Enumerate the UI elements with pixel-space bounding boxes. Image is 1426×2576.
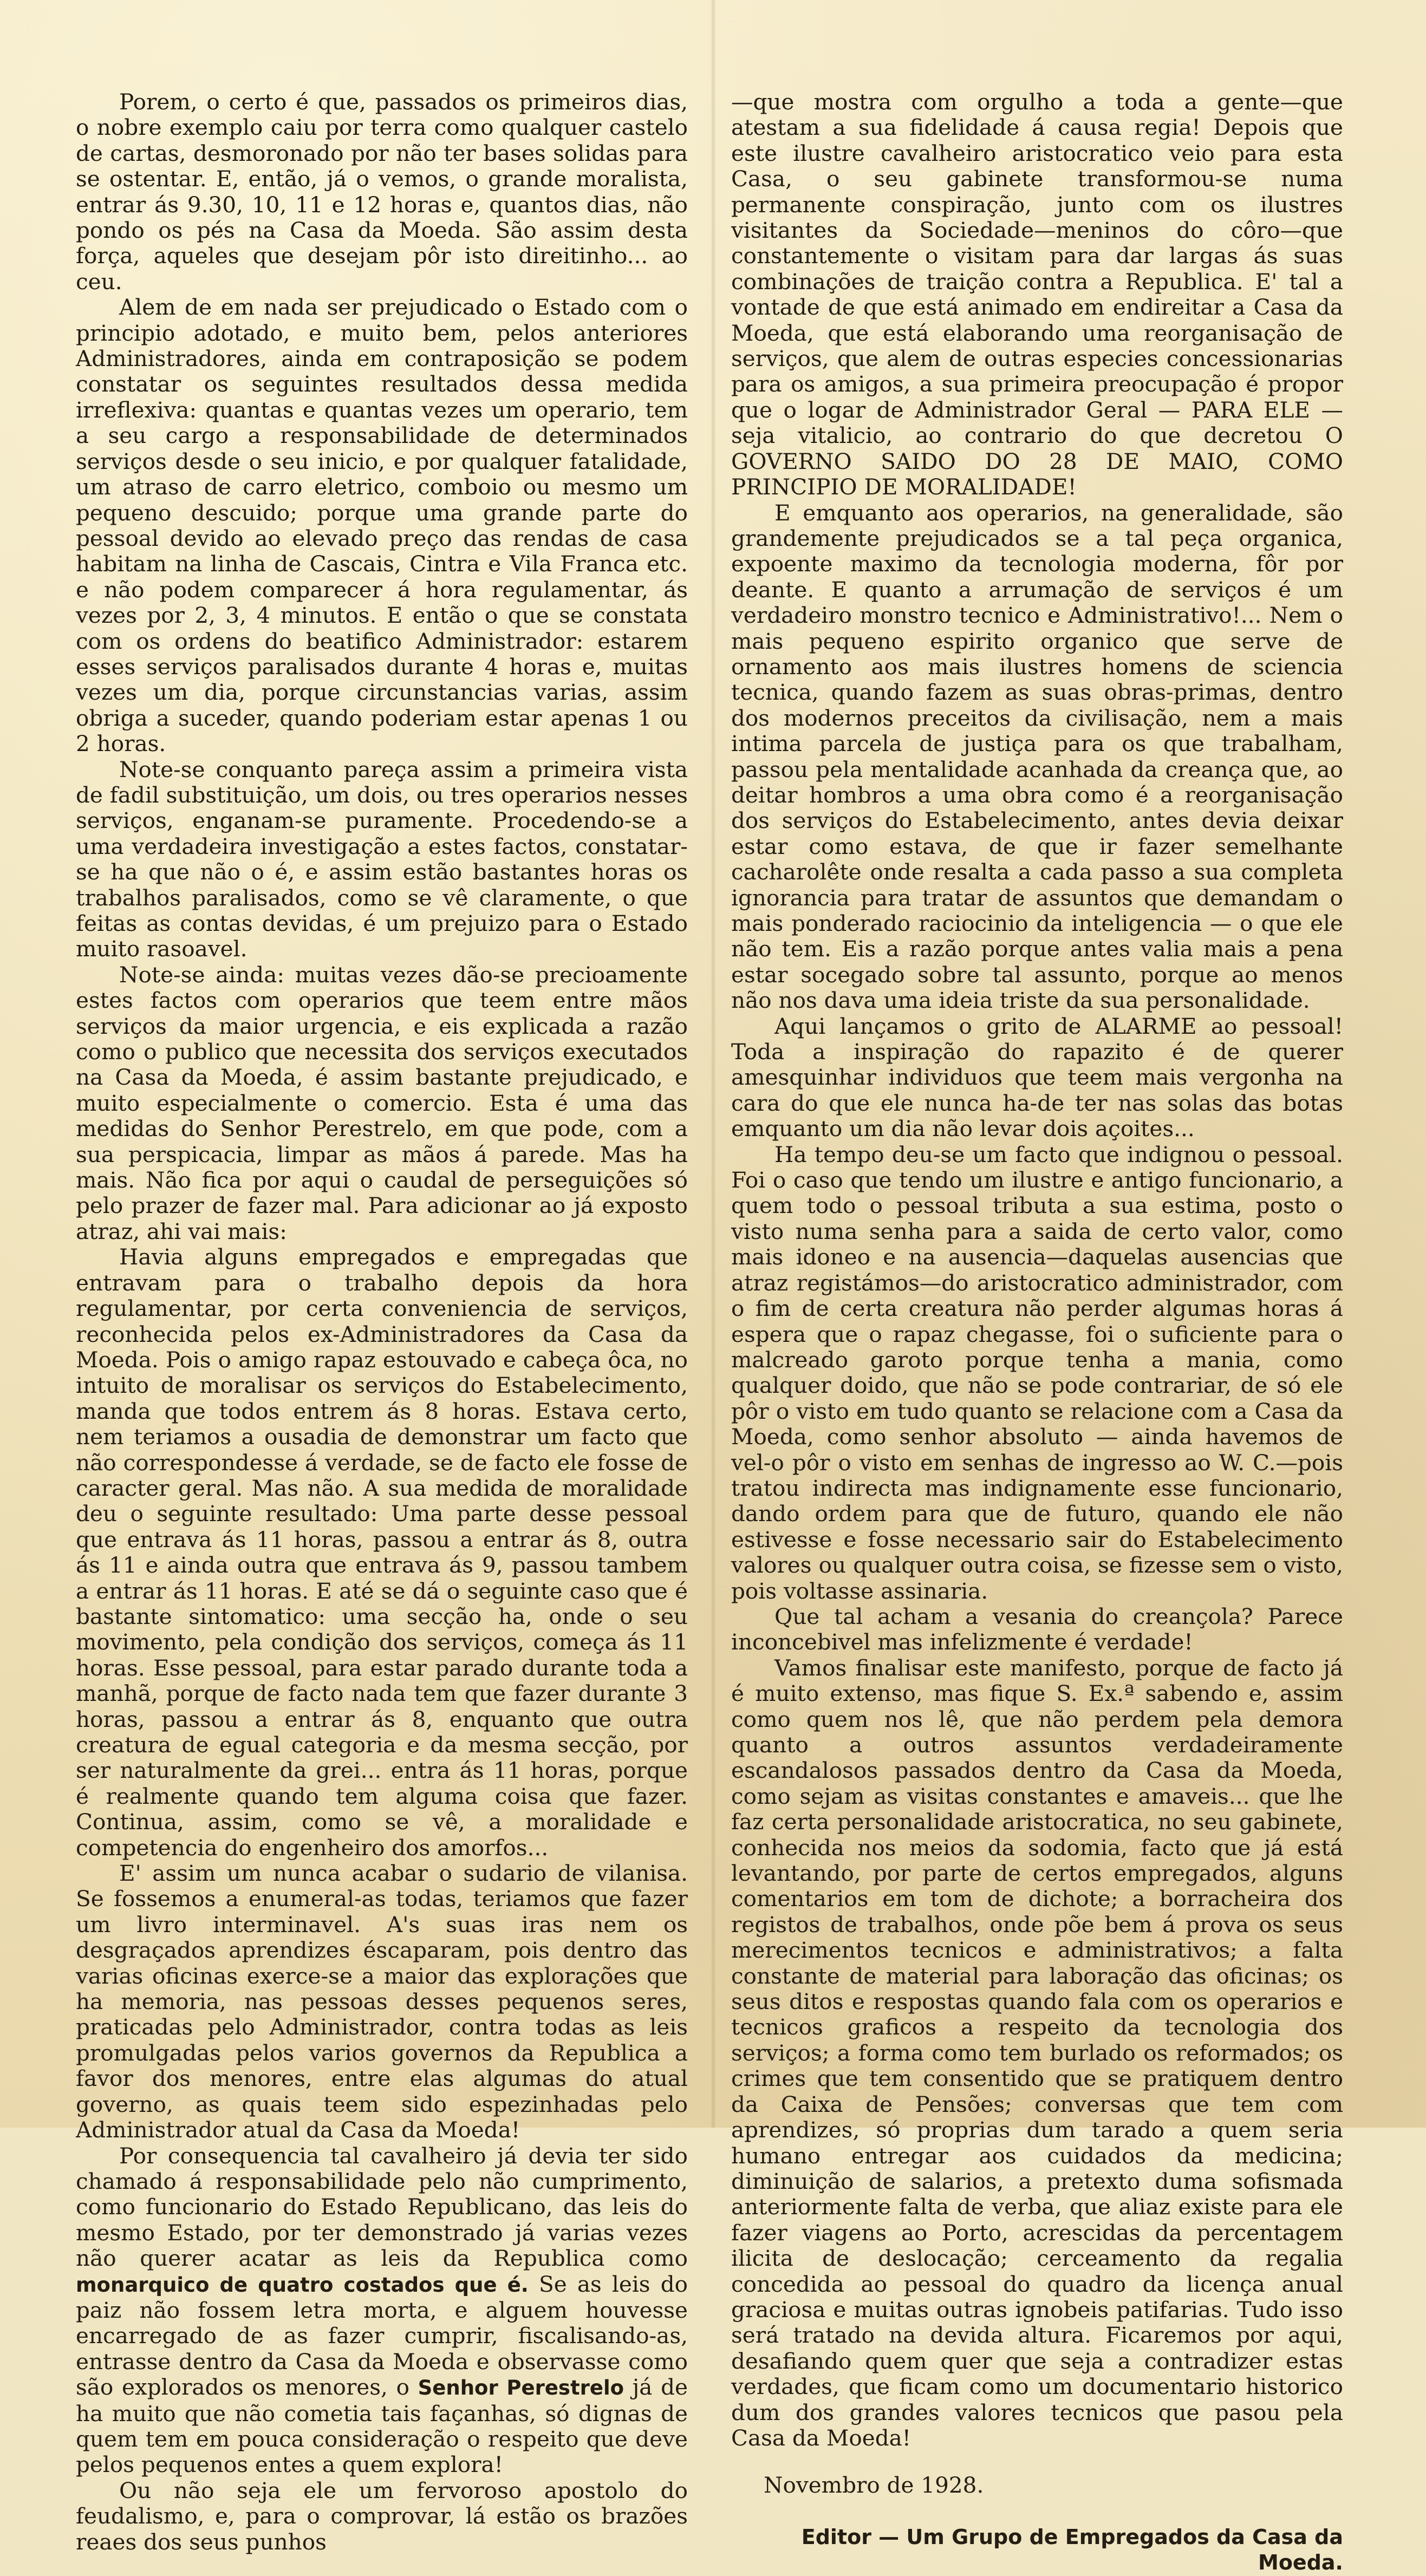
left-column [76,89,688,2555]
bold-name: Senhor Perestrelo [418,2376,624,2400]
paragraph: Ha tempo deu-se um facto que indignou o pessoal. Foi o caso que tendo um ilustre e antigo funcionario, a quem todo o pessoal tributa a sua estima, posto o visto numa senha para a saida de certo valor, como mais idoneo e na ausencia—daquelas ausencias que atraz registámos—do aristocratico administrador, com o fim de certa creatura não perder algumas horas á espera que o rapaz chegasse, foi o suficiente para o malcreado garoto porque tenha a mania, como qualquer doido, que não se pode contrariar, de só ele pôr o visto em tudo quanto se relacione com a Casa da Moeda, como senhor absoluto — ainda havemos de vel-o pôr o visto em senhas de ingresso ao W. C.—pois tratou indirecta mas indignamente esse funcionario, dando ordem para que de futuro, quando ele não estivesse e fosse necessario sair do Estabelecimento valores ou qualquer outra coisa, se fizesse sem o visto, pois voltasse assinaria. [731,1141,1343,1604]
text-run: já de ha muito que não cometia tais façanhas, só dignas de quem tem em pouca consideração o respeito que deve pelos pequenos entes a quem explora! [76,2374,688,2478]
right-column [731,89,1343,2575]
text-run: Por consequencia tal cavalheiro já devia ter sido chamado á responsabilidade pelo não cumprimento, como funcionario do Estado Republicano, das leis do mesmo Estado, por ter demonstrado já varias vezes não querer acatar as leis da Republica como [76,2142,688,2272]
paragraph: Alem de em nada ser prejudicado o Estado com o principio adotado, e muito bem, pelos anteriores Administradores, ainda em contraposição se podem constatar os seguintes resultados dessa medida irreflexiva: quantas e quantas vezes um operario, tem a seu cargo a responsabilidade de determinados serviços desde o seu inicio, e por qualquer fatalidade, um atraso de carro eletrico, comboio ou mesmo um pequeno descuido; porque uma grande parte do pessoal devido ao elevado preço das rendas de casa habitam na linha de Cascais, Cintra e Vila Franca etc. e não podem comparecer á hora regulamentar, ás vezes por 2, 3, 4 minutos. E então o que se constata com os ordens do beatifico Administrador: estarem esses serviços paralisados durante 4 horas e, muitas vezes um dia, porque circunstancias varias, assim obriga a suceder, quando poderiam estar apenas 1 ou 2 horas. [76,294,688,757]
paragraph: Note-se conquanto pareça assim a primeira vista de fadil substituição, um dois, ou tres operarios nesses serviços, enganam-se puramente. Procedendo-se a uma verdadeira investigação a estes factos, constatar-se ha que não o é, e assim estão bastantes horas os trabalhos paralisados, como se vê claramente, o que feitas as contas devidas, é um prejuizo para o Estado muito rasoavel. [76,756,688,962]
paragraph-consequencia [76,2143,688,2478]
paragraph: E emquanto aos operarios, na generalidade, são grandemente prejudicados se a tal peça organica, expoente maximo da tecnologia moderna, fôr por deante. E quanto a arrumação de serviços é um verdadeiro monstro tecnico e Administrativo!... Nem o mais pequeno espirito organico que serve de ornamento aos mais ilustres homens de sciencia tecnica, quando fazem as suas obras-primas, dentro dos modernos preceitos da civilisação, nem a mais intima parcela de justiça para os que trabalham, passou pela mentalidade acanhada da creança que, ao deitar hombros a uma obra como é a reorganisação dos serviços do Estabelecimento, antes devia deixar estar como estava, de que ir fazer semelhante cacharolête onde resalta a cada passo a sua completa ignorancia para tratar de assuntos que demandam o mais ponderado raciocinio da inteligencia — o que ele não tem. Eis a razão porque antes valia mais a pena estar socegado sobre tal assunto, porque ao menos não nos dava uma ideia triste da sua personalidade. [731,499,1343,1014]
paragraph: Note-se ainda: muitas vezes dão-se precioamente estes factos com operarios que teem entre mãos serviços da maior urgencia, e eis explicada a razão como o publico que necessita dos serviços executados na Casa da Moeda, é assim bastante prejudicado, e muito especialmente o comercio. Esta é uma das medidas do Senhor Perestrelo, em que pode, com a sua perspicacia, limpar as mãos á parede. Mas ha mais. Não fica por aqui o caudal de perseguições só pelo prazer de fazer mal. Para adicionar ao já exposto atraz, ahi vai mais: [76,961,688,1244]
paragraph: Porem, o certo é que, passados os primeiros dias, o nobre exemplo caiu por terra como qualquer castelo de cartas, desmoronado por não ter bases solidas para se ostentar. E, então, já o vemos, o grande moralista, entrar ás 9.30, 10, 11 e 12 horas e, quantos dias, não pondo os pés na Casa da Moeda. São assim desta força, aqueles que desejam pôr isto direitinho... ao ceu. [76,89,688,295]
date-line: Novembro de 1928. [764,2472,984,2499]
paragraph: Ou não seja ele um fervoroso apostolo do feudalismo, e, para o comprovar, lá estão os brazões reaes dos seus punhos [76,2477,688,2555]
paragraph: E' assim um nunca acabar o sudario de vilanisa. Se fossemos a enumeral-as todas, teriamos que fazer um livro interminavel. A's suas iras nem os desgraçados aprendizes éscaparam, pois dentro das varias oficinas exerce-se a maior das explorações que ha memoria, nas pessoas desses pequenos seres, praticadas pelo Administrador, contra todas as leis promulgadas pelos varios governos da Republica a favor dos menores, entre elas algumas do atual governo, as quais teem sido espezinhadas pelo Administrador atual da Casa da Moeda! [76,1860,688,2143]
page-fold [711,0,716,2128]
editor-line: Editor — Um Grupo de Empregados da Casa da Moeda. [801,2525,1343,2575]
bold-phrase: monarquico de quatro costados que é. [76,2273,529,2297]
paragraph: Vamos finalisar este manifesto, porque de facto já é muito extenso, mas fique S. Ex.ª sabendo e, assim como quem nos lê, que não perdem pela demora quanto a outros assuntos verdadeiramente escandalosos passados dentro da Casa da Moeda, como sejam as visitas constantes e amaveis... que lhe faz certa personalidade aristocratica, no seu gabinete, conhecida nos meios da sodomia, facto que já está levantando, por parte de certos empregados, alguns comentarios em tom de dichote; a borracheira dos registos de trabalhos, onde põe bem á prova os seus merecimentos tecnicos e administrativos; a falta constante de material para laboração das oficinas; os seus ditos e respostas quando fala com os operarios e tecnicos graficos a respeito da tecnologia dos serviços; a forma como tem burlado os reformados; os crimes que tem consentido que se pratiquem dentro da Caixa de Pensões; conversas que tem com aprendizes, só proprias dum tarado a quem seria humano entregar aos cuidados da medicina; diminuição de salarios, a pretexto duma sofismada anteriormente falta de verba, que aliaz existe para ele fazer viagens ao Porto, acrescidas da percentagem ilicita de deslocação; cerceamento da regalia concedida ao pessoal do quadro da licença anual graciosa e muitas outras ignobeis patifarias. Tudo isso será tratado na devida altura. Ficaremos por aqui, desafiando quem quer que seja a contradizer estas verdades, que ficam como um documentario historico dum dos grandes valores tecnicos que pasou pela Casa da Moeda! [731,1654,1343,2451]
paragraph: Que tal acham a vesania do creançola? Parece inconcebivel mas infelizmente é verdade! [731,1603,1343,1655]
paragraph: Aqui lançamos o grito de ALARME ao pessoal! Toda a inspiração do rapazito é de querer amesquinhar individuos que teem mais vergonha na cara do que ele nunca ha-de ter nas solas das botas emquanto um dia não levar dois açoites... [731,1013,1343,1142]
paragraph: Havia alguns empregados e empregadas que entravam para o trabalho depois da hora regulamentar, por certa conveniencia de serviços, reconhecida pelos ex-Administradores da Casa da Moeda. Pois o amigo rapaz estouvado e cabeça ôca, no intuito de moralisar os serviços do Estabelecimento, manda que todos entrem ás 8 horas. Estava certo, nem teriamos a ousadia de demonstrar um facto que não correspondesse á verdade, se de facto ele fosse de caracter geral. Mas não. A sua medida de moralidade deu o seguinte resultado: Uma parte desse pessoal que entrava ás 11 horas, passou a entrar ás 8, outra ás 11 e ainda outra que entrava ás 9, passou tambem a entrar ás 11 horas. E até se dá o seguinte caso que é bastante sintomatico: uma secção ha, onde o seu movimento, pela condição dos serviços, começa ás 11 horas. Esse pessoal, para estar parado durante toda a manhã, porque de facto nada tem que fazer durante 3 horas, passou a entrar ás 8, enquanto que outra creatura de egual categoria e da mesma secção, por ser naturalmente da grei... entra ás 11 horas, porque é realmente quando tem alguma coisa que fazer. Continua, assim, como se vê, a moralidade e competencia do engenheiro dos amorfos... [76,1244,688,1861]
paragraph: —que mostra com orgulho a toda a gente—que atestam a sua fidelidade á causa regia! Depois que este ilustre cavalheiro aristocratico veio para esta Casa, o seu gabinete transformou-se numa permanente conspiração, junto com os ilustres visitantes da Sociedade—meninos do côro—que constantemente o visitam para dar largas ás suas combinações de traição contra a Republica. E' tal a vontade de que está animado em endireitar a Casa da Moeda, que está elaborando uma reorganisação de serviços, que alem de outras especies concessionarias para os amigos, a sua primeira preocupação é propor que o logar de Administrador Geral — PARA ELE — seja vitalicio, ao contrario do que decretou O GOVERNO SAIDO DO 28 DE MAIO, COMO PRINCIPIO DE MORALIDADE! [731,89,1343,500]
text-run: Se as leis do paiz não fossem letra morta, e alguem houvesse encarregado de as fazer cumprir, fiscalisando-as, entrasse dentro da Casa da Moeda e observasse como são explorados os menores, o [76,2271,688,2401]
